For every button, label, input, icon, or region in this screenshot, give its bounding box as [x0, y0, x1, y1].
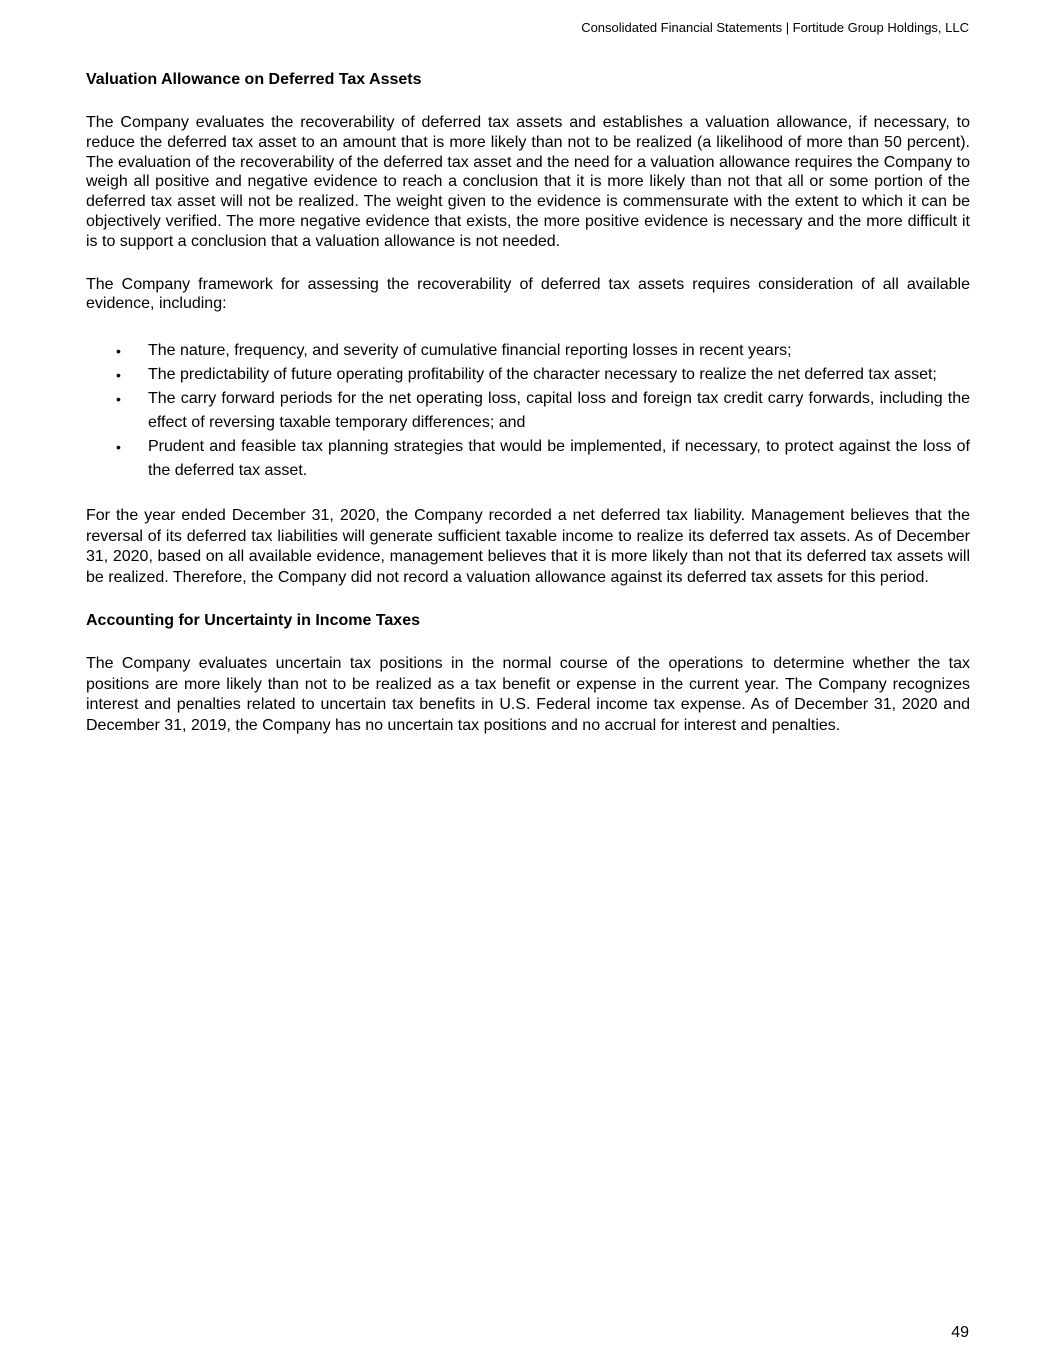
page-number: 49 — [951, 1324, 969, 1341]
list-item — [86, 435, 970, 483]
section-heading-uncertainty: Accounting for Uncertainty in Income Taxes — [86, 612, 420, 630]
paragraph-valuation-overview: The Company evaluates the recoverability of deferred tax assets and establishes a valuation allowance, if necessary, to reduce the deferred tax asset to an amount that is more likely than not to be realized (a likelihood of more than 50 percent). The evaluation of the recoverability of the deferred tax asset and the need for a valuation allowance requires the Company to weigh all positive and negative evidence to reach a conclusion that it is more likely than not that all or some portion of the deferred tax asset will not be realized. The weight given to the evidence is commensurate with the extent to which it can be objectively verified. The more negative evidence that exists, the more positive evidence is necessary and the more difficult it is to support a conclusion that a valuation allowance is not needed. — [86, 114, 970, 250]
list-item-text: Prudent and feasible tax planning strategies that would be implemented, if necessary, to protect against the loss of the deferred tax asset. — [148, 438, 970, 480]
running-header: Consolidated Financial Statements | Fortitude Group Holdings, LLC — [581, 20, 969, 35]
paragraph-framework-intro: The Company framework for assessing the recoverability of deferred tax assets requires consideration of all available evidence, including: — [86, 275, 970, 313]
list-item — [86, 387, 970, 435]
list-item-text: The predictability of future operating profitability of the character necessary to realize the net deferred tax asset; — [148, 366, 937, 384]
evidence-bullet-list — [86, 339, 970, 483]
bullet-icon: • — [116, 367, 121, 384]
bullet-icon: • — [116, 343, 121, 360]
list-item — [86, 339, 970, 363]
list-item — [86, 363, 970, 387]
bullet-icon: • — [116, 391, 121, 408]
page-body — [86, 70, 970, 759]
bullet-icon: • — [116, 439, 121, 456]
section-heading-valuation-allowance: Valuation Allowance on Deferred Tax Assets — [86, 71, 422, 88]
paragraph-2020-conclusion: For the year ended December 31, 2020, the Company recorded a net deferred tax liability. Management believes that the reversal of its deferred tax liabilities will generate sufficient taxable income to realize its deferred tax assets. As of December 31, 2020, based on all available evidence, management believes that it is more likely than not that its deferred tax assets will be realized. Therefore, the Company did not record a valuation allowance against its deferred tax assets for this period. — [86, 507, 970, 586]
list-item-text: The nature, frequency, and severity of cumulative financial reporting losses in recent years; — [148, 342, 792, 360]
list-item-text: The carry forward periods for the net operating loss, capital loss and foreign tax credit carry forwards, including the effect of reversing taxable temporary differences; and — [148, 390, 970, 432]
paragraph-uncertain-tax-positions: The Company evaluates uncertain tax positions in the normal course of the operations to determine whether the tax positions are more likely than not to be realized as a tax benefit or expense in the current year. The Company recognizes interest and penalties related to uncertain tax benefits in U.S. Federal income tax expense. As of December 31, 2020 and December 31, 2019, the Company has no uncertain tax positions and no accrual for interest and penalties. — [86, 655, 970, 734]
